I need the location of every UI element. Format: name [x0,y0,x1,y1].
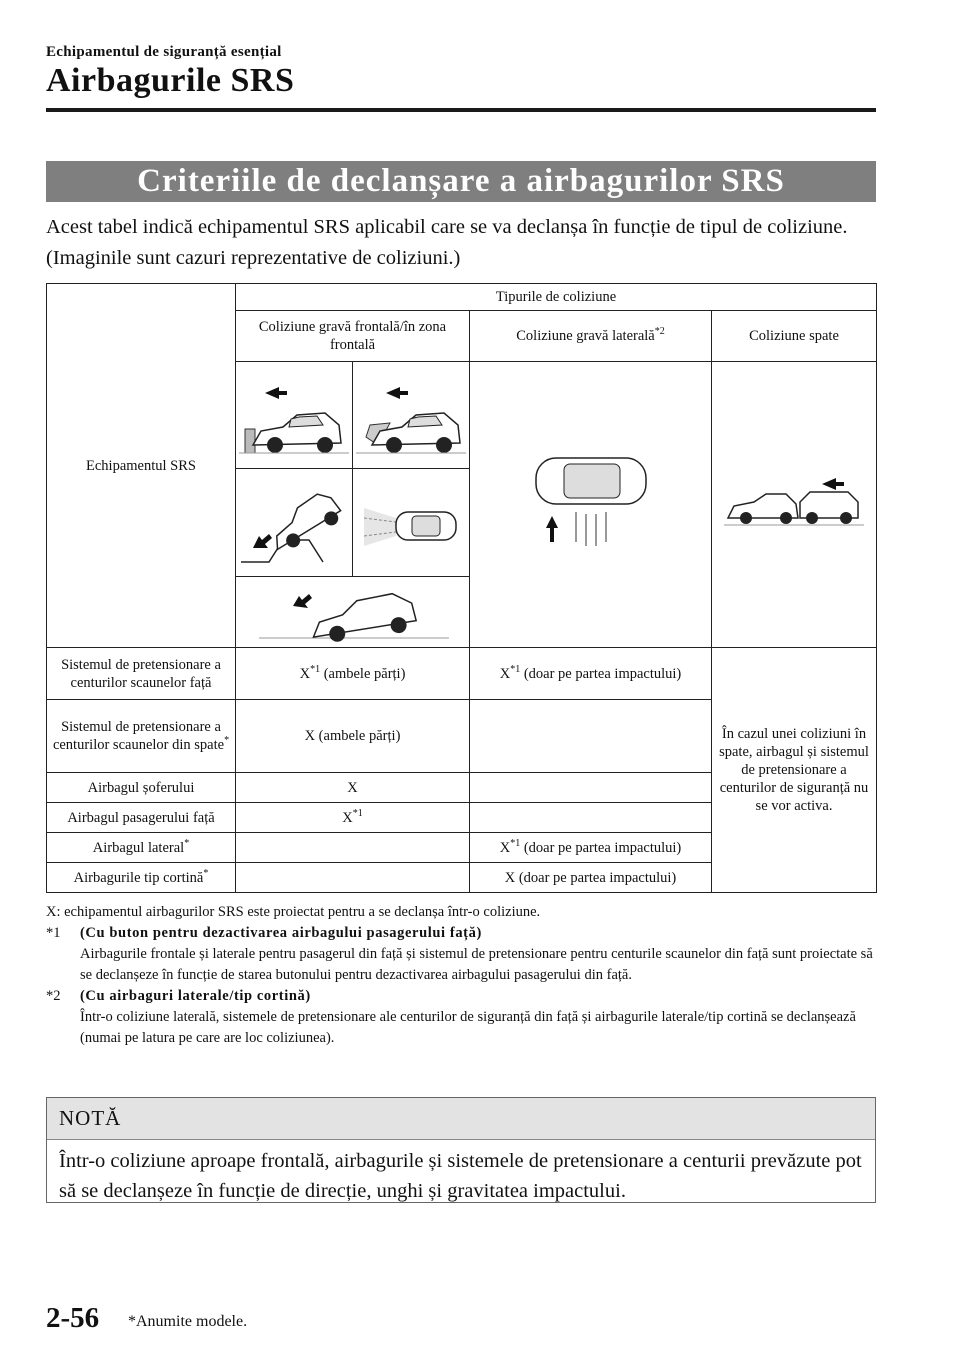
note-text: Într-o coliziune aproape frontală, airbagurile și sistemele de pretensionare a centurii prevăzute pot să se declanșeze în funcție de direcție, unghi și gravitatea impactului. [59,1150,862,1202]
row-label: Sistemul de pretensionare a centurilor scaunelor din spate* [47,700,236,773]
section-banner: Criteriile de declanșare a airbagurilor SRS [46,161,876,202]
cell-lateral [470,700,712,773]
cell-lateral [470,773,712,803]
rear-collision-image-cell [712,362,877,648]
cell-frontal: $X^{*1}$ (ambele părți) [236,648,470,700]
title-rule [46,108,876,112]
note-heading: NOTĂ [47,1098,875,1140]
col-header-frontal: Coliziune gravă frontală/în zona frontală [236,311,470,362]
page-number: 2-56 [46,1302,100,1334]
row-label: Airbagurile tip cortină* [47,863,236,893]
cell-frontal: $X^{*1}$ [236,803,470,833]
row-label: Airbagul șoferului [47,773,236,803]
cell-frontal [236,833,470,863]
page-title: Airbagurile SRS [46,62,295,99]
models-footnote: *Anumite modele. [128,1313,248,1330]
cell-lateral: $X^{*1}$ (doar pe partea impactului) [470,833,712,863]
frontal-collision-image-4 [352,469,469,576]
frontal-images-cell [236,362,470,648]
rear-collision-image [724,472,864,532]
frontal-collision-image-3 [236,469,352,576]
collision-types-header: Tipurile de coliziune [236,284,877,311]
col-header-lateral: Coliziune gravă laterală$^{*2}$ [470,311,712,362]
note-box [46,1097,876,1203]
footnote-2: *2 (Cu airbaguri laterale/tip cortină) Într-o coliziune laterală, sistemele de pretensionare ale centurilor de siguranță din față și airbagurile laterale/tip cortină se declanșează (numai pe latura pe care are loc coliziunea). [46,988,856,1046]
table-row [47,648,877,700]
cell-lateral [470,803,712,833]
frontal-collision-image-5 [236,577,469,647]
cell-frontal [236,863,470,893]
row-label: Airbagul pasagerului față [47,803,236,833]
frontal-collision-image-2 [352,362,469,468]
rear-collision-note: În cazul unei coliziuni în spate, airbagul și sistemul de pretensionare a centurilor de siguranță nu se vor activa. [712,648,877,893]
lateral-collision-image [516,442,666,562]
cell-frontal: X [236,773,470,803]
row-label: Sistemul de pretensionare a centurilor scaunelor față [47,648,236,700]
cell-lateral: $X^{*1}$ (doar pe partea impactului) [470,648,712,700]
table-corner-header: Echipamentul SRS [47,284,236,648]
intro-paragraph: Acest tabel indică echipamentul SRS aplicabil care se va declanșa în funcție de tipul de coliziune. (Imaginile sunt cazuri reprezentative de coliziuni.) [46,216,848,269]
cell-frontal: X (ambele părți) [236,700,470,773]
srs-deployment-table [46,283,877,893]
footnote-1: *1 (Cu buton pentru dezactivarea airbagului pasagerului față) Airbagurile frontale și laterale pentru pasagerul din față și sistemul de pretensionare pentru centurile scaunelor din față sunt proiectate să se declanșeze în funcție de starea butonului pentru dezactivarea airbagului pasagerului din față. [46,925,873,983]
col-header-rear: Coliziune spate [712,311,877,362]
lateral-collision-image-cell [470,362,712,648]
legend-text: X: echipamentul airbagurilor SRS este proiectat pentru a se declanșa într-o coliziune. [46,904,541,920]
section-title: Echipamentul de siguranță esențial [46,44,282,60]
row-label: Airbagul lateral* [47,833,236,863]
footnotes [46,902,876,1049]
frontal-collision-image-1 [236,362,352,468]
cell-lateral: X (doar pe partea impactului) [470,863,712,893]
